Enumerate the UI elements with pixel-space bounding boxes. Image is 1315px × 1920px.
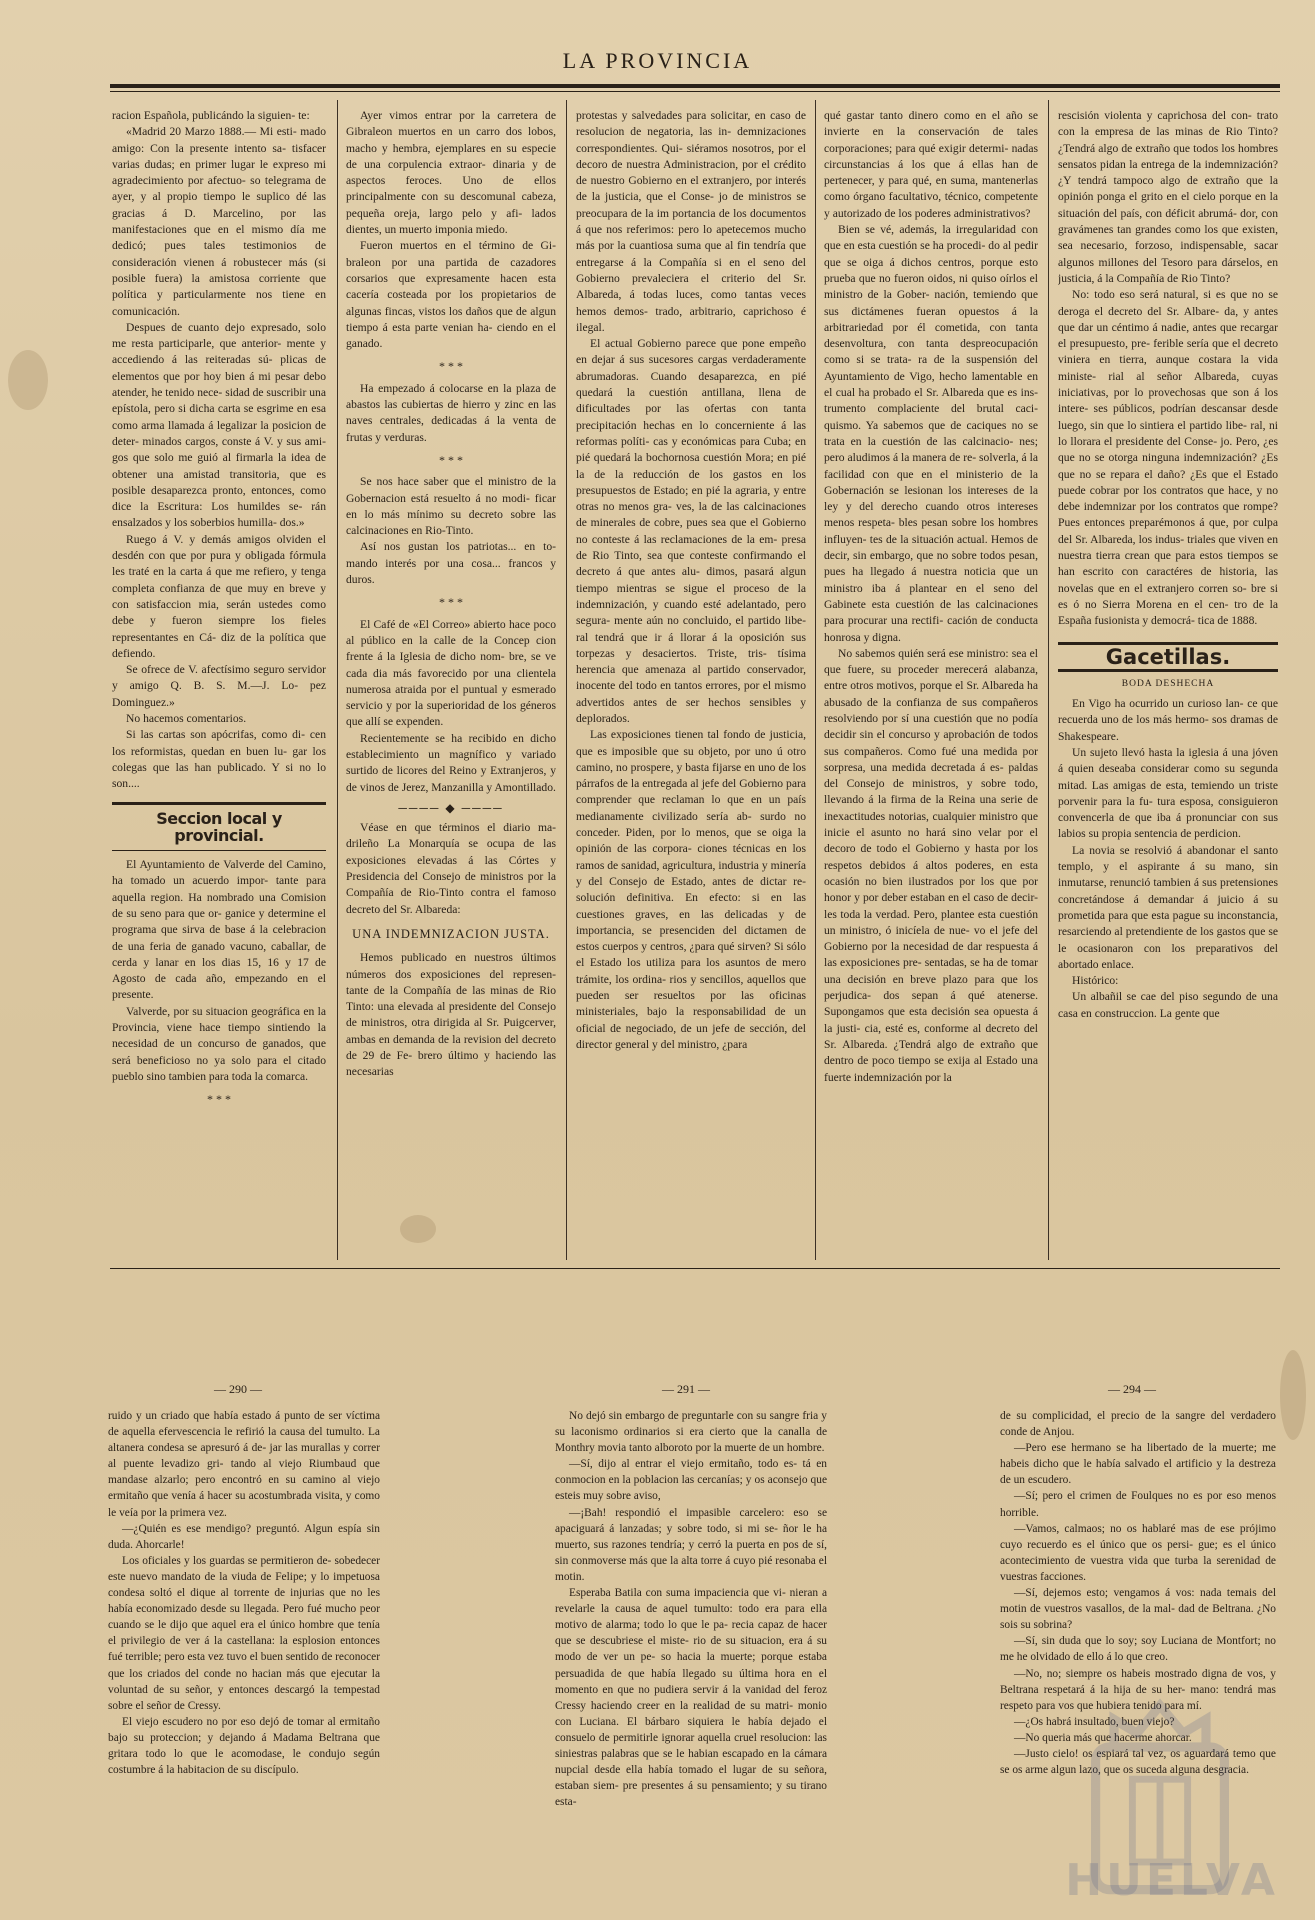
article-paragraph: «Madrid 20 Marzo 1888.— Mi esti- mado amigo: Con la presente intento sa- tisfacer varias dudas; en primer lugar le expreso mi agradecimiento por afectuo- so telegrama de ayer, y al propio tiempo le suplico dé las gracias á D. Marcelino, por las manifestaciones que en el mismo día me dedicó; pues tales testimonios de consideración vienen á robustecer más (si posible fuera) la amistosa corriente que política y particularmente nos tiene en comunicación.: [112, 125, 326, 318]
article-paragraph: Ruego á V. y demás amigos olviden el desdén con que por pura y obligada fórmula les traté en la carta á que me refiero, y tenga completa confianza de que muy en breve y con satisfaccion mia, serán ustedes como debe y fueron siempre los fieles representantes en Cá- diz de la política que defiendo.: [112, 532, 326, 660]
article-paragraph: Despues de cuanto dejo expresado, solo me resta participarle, que anterior- mente y accediendo á las reiteradas sú- plicas de elementos que por hoy bien á mi pesar debo atender, he tenido nece- sidad de suscribir una epístola, pero si dicha carta se esgrime en esa como arma llamada á legalizar la posicion de deter- minados cargos, conste á V. y sus ami- gos que solo me guió al firmarla la idea de obtener una amistad transitoria, que es posible desaparezca pronto, entonces, como dice la Escritura: Los humildes se- rán ensalzados y los soberbios humilla- dos.»: [112, 320, 326, 530]
article-paragraph: Fueron muertos en el término de Gi- braleon por una partida de cazadores corsarios que expresamente hacen esta cacería costeada por los propietarios de algunas fincas, vistos los daños que de algun tiempo á esta parte venian ha- ciendo en el ganado.: [346, 239, 556, 351]
article-paragraph: racion Española, publicándo la siguien- te:: [112, 109, 310, 122]
section-title-gacetillas: Gacetillas.: [1058, 642, 1278, 672]
article-paragraph: Un albañil se cae del piso segundo de una casa en construccion. La gente que: [1058, 990, 1278, 1020]
folletin-paragraph: El viejo escudero no por eso dejó de tomar al ermitaño bajo su proteccion; y dejando á Madama Beltrana que gritara todo lo que le acomodase, le condujo según costumbre á la habitacion de su discípulo.: [108, 1715, 380, 1777]
column-3: [576, 108, 806, 1258]
article-paragraph: rescisión violenta y caprichosa del con- trato con la empresa de las minas de Rio Tinto? ¿Tendrá algo de extraño que todos los hombres sensatos pidan la entrega de la indemnización? ¿Y tendrá tampoco algo de extraño que la opinión ponga el grito en el cielo porque en la situación del país, con déficit abrumá- dor, con gravámenes tan grandes como los que existen, sea necesario, forzoso, indispensable, sacar algunos millones del Tesoro para dárselos, en justicia, á la Compañía de Rio Tinto?: [1058, 109, 1278, 285]
folletin-paragraph: —Justo cielo! os espiará tal vez, os aguardará temo que se os arme algun lazo, que os suceda alguna desgracia.: [1000, 1747, 1276, 1777]
folletin-paragraph: —¿Quién es ese mendigo? preguntó. Algun espía sin duda. Ahorcarle!: [108, 1522, 380, 1551]
article-paragraph: Se nos hace saber que el ministro de la Gobernacion está resuelto á no modi- ficar en lo más mínimo su decreto sobre las calcinaciones en Rio-Tinto.: [346, 475, 556, 538]
subsection-title: BODA DESHECHA: [1121, 678, 1215, 689]
folletin-paragraph: No dejó sin embargo de preguntarle con su sangre fria y su laconismo ordinarios si era cierto que la canalla de Monthry movia tanto alboroto por la muerte de un hombre.: [555, 1410, 827, 1455]
folletin-column-middle: [555, 1408, 827, 1888]
article-paragraph: La novia se resolvió á abandonar el santo templo, y el aspirante á su mano, sin inmutarse, renunció tambien á sus pretensiones concretándose á demandar á juicio á su prometida para que esta pague su inconstancia, resarciendo al pretendiente de los gastos que se le ocasionaron con los preparativos del abortado enlace.: [1058, 843, 1278, 971]
folletin-paragraph: ruido y un criado que había estado á punto de ser víctima de aquella efervescencia le refirió la causa del tumulto. La altanera condesa se apresuró á de- jar las murallas y correr al puente levadizo gri- tando al viejo Riumbaud que mandase alzarlo; pero encontró en su camino al viejo ermitaño que venía á hacer su acostumbrada visita, y como le veía por la primera vez.: [108, 1410, 380, 1519]
article-paragraph: qué gastar tanto dinero como en el año se invierte en la conservación de tales corporaciones; para qué exigir determi- nadas circunstancias á los que á ellas han de pertenecer, y para qué, en suma, mantenerlas como órgano facultativo, técnico, competente y autorizado de los poderes administrativos?: [824, 109, 1038, 220]
folletin-paragraph: —¿Os habrá insultado, buen viejo?: [1014, 1715, 1175, 1728]
folletin-paragraph: —No queria más que hacerme ahorcar.: [1014, 1731, 1192, 1744]
article-paragraph: Véase en que términos el diario ma- drileño La Monarquía se ocupa de las exposiciones elevadas á las Córtes y Presidencia del Consejo de ministros por la Compañía de Rio-Tinto contra el famoso decreto del Sr. Albareda:: [346, 821, 556, 916]
article-paragraph: Bien se vé, además, la irregularidad con que en esta cuestión se ha procedi- do al pedir que se oiga á dichos centros, porque esto prueba que no fueron oidos, ni quiso oírlos el ministro de la Gober- nación, temiendo que sus dictámenes fueran opuestos á la arbitrariedad por él cometida, con tanta desenvoltura, con tanta despreocupación como si se trata- ra de la suspensión del Ayuntamiento de Vigo, hecho lamentable en el cual ha probado el Sr. Albareda que es ins- trumento complaciente del brutal caci- quismo. Ya sabemos que de caciques no se trata en la cuestión de las calcinacio- nes; pero aludimos á la manera de re- solverla, á la facilidad con que en el ministerio de la Gobernación se lesionan los intereses de la ley y del derecho cuando otros intereses menos respeta- bles pesan sobre los hombres influyen- tes de la situación actual. Hemos de decir, sin embargo, que no sobre todos pesan, pues ha llegado á nuestra noticia que un ministro iba á plantear en el seno del Gabinete esta cuestión de las calcinaciones para procurar una rectifi- cación de conducta honrosa y digna.: [824, 223, 1038, 644]
folletin-paragraph: de su complicidad, el precio de la sangre del verdadero conde de Anjou.: [1000, 1410, 1276, 1439]
article-paragraph: Las exposiciones tienen tal fondo de justicia, que es imposible que su objeto, por uno ú otro camino, no prospere, y basta fijarse en uno de los párrafos de la entregada al jefe del Gobierno para comprender que reclaman lo que en un país medianamente civilizado sería ab- surdo no conceder. Piden, por lo menos, que se oiga la opinión de las corpora- ciones técnicas en los ramos de sanidad, agricultura, industria y minería y del Consejo de Estado, antes de dictar re- solución definitiva. En efecto: si en las cuestiones graves, en las delicadas y de importancia, se presenciden del dictamen de estos cuerpos y centros, ¿para qué sirven? Si sólo el Estado los utiliza para los asuntos de mero trámite, los ordina- rios y sencillos, aquellos que pueden ser resueltos por las oficinas ministeriales, bajo la responsabilidad de un oficial de negociado, de un jefe de sección, del director general y del ministro, ¿para: [576, 728, 806, 1051]
folio-number-middle: — 291 —: [662, 1382, 710, 1396]
folletin-paragraph: —Pero ese hermano se ha libertado de la muerte; me habeis dicho que le había salvado el artificio y la destreza de un escudero.: [1000, 1442, 1276, 1487]
article-paragraph: El actual Gobierno parece que pone empeño en dejar á sus sucesores cargas verdaderamente abrumadoras. Cuando desaparezca, en pié quedará la cuestión antillana, llena de dificultades por las ofertas con tanta precipitación hechas en lo concerniente á las reformas políti- cas y económicas para Cuba; en pié quedará la bochornosa cuestión Mora; en pié la de la reducción de los gastos en los presupuestos de Estado; en pié la agraria, y entre otras no menos gra- ves, la de las calcinaciones de minerales de cobre, pues sea que el Gobierno no conteste á las reclamaciones de la em- presa de Rio Tinto, sea que conteste confirmando el decreto á que antes alu- dimos, pasará algun tiempo mientras se sigue el proceso de la indemnización, y cuando esté adelantado, pero segura- mente aún no concluido, el partido libe- ral tendrá que ir á llorar á la oposición sus torpezas y desaciertos. Triste, tris- tísima herencia que amenaza al partido conservador, inocente del todo en tantos errores, por el mismo advertidos antes de ser hechos sensibles y deplorados.: [576, 337, 806, 725]
article-paragraph: El Ayuntamiento de Valverde del Camino, ha tomado un acuerdo impor- tante para aquella region. Ha nombrado una Comision de su seno para que or- ganice y determine el programa que sirva de base á la celebracion de una feria de ganado vacuno, caballar, de cerda y lanar en los dias 15, 16 y 17 de Agosto de cada año, empezando en el presente.: [112, 858, 326, 1002]
section-stars: * * *: [439, 359, 463, 374]
article-paragraph: No sabemos quién será ese ministro: sea el que fuere, su proceder merecerá alabanza, entre otros motivos, porque el Sr. Albareda ha abusado de la confianza de sus compañeros resolviendo por sí una cuestión que no podía decidir sin el concurso y aprobación de todos sus compañeros. Como fué una medida por sorpresa, una medida decretada á es- paldas del Consejo de ministros, y sobre todo, llevando á la firma de la Reina una serie de inexactitudes notorias, cualquier ministro que inicie el asunto no hará sino velar por el decoro de todo el Gobierno y hasta por los respetos debidos á altos poderes, en esta ocasión no bien ilustrados por los que por honor y por deber estaban en el caso de decir- les toda la verdad. Pero, plantee esta cuestión un ministro, ó inicíela de nue- vo el jefe del Gobierno por la necesidad de dar respuesta á las exposiciones pre- sentadas, se ha de tomar una decisión en breve plazo para que los perjudica- dos sepan á qué atenerse. Supongamos que esta decisión sea opuesta á la justi- cia, esté es, conforme al decreto del Sr. Albareda. ¿Tendrá algo de extraño que dentro de poco tiempo se exija al Estado una fuerte indemnización por la: [824, 646, 1038, 1084]
section-stars: * * *: [207, 1092, 231, 1107]
paper-stain: [8, 350, 48, 410]
column-rule: [815, 100, 816, 1260]
column-rule: [1048, 100, 1049, 1260]
folletin-paragraph: —No, no; siempre os habeis mostrado digna de vos, y Beltrana respetará á la hija de su her- mano: tendrá mas respeto para vos que hubiera tenido para mí.: [1000, 1667, 1276, 1712]
article-paragraph: No hacemos comentarios.: [126, 711, 247, 725]
folletin-paragraph: —Vamos, calmaos; no os hablaré mas de ese prójimo cuyo recuerdo es el único que os persi- gue; es el único acontecimiento de vuestra vida que turba la serenidad de vuestras facciones.: [1000, 1522, 1276, 1583]
masthead-rule: [110, 84, 1280, 88]
column-1: [112, 108, 326, 1258]
column-2: [346, 108, 556, 1258]
article-paragraph: Hemos publicado en nuestros últimos números dos exposiciones del represen- tante de la Compañía de las minas de Rio Tinto: una elevada al presidente del Consejo de ministros, otra dirigida al Sr. Puigcerver, ambas en demanda de la revision del decreto de 29 de Fe- brero último y haciendo las necesarias: [346, 951, 556, 1079]
folio-number-left: — 290 —: [214, 1382, 262, 1396]
paper-stain: [1280, 1350, 1306, 1440]
article-heading: UNA INDEMNIZACION JUSTA.: [352, 926, 550, 941]
article-paragraph: En Vigo ha ocurrido un curioso lan- ce que recuerda uno de los más hermo- sos dramas de Shakespeare.: [1058, 697, 1278, 743]
article-paragraph: protestas y salvedades para solicitar, en caso de resolucion de negatoria, las in- demnizaciones correspondientes. Qui- siéramos nosotros, por el decoro de nuestra Administracion, por el crédito de nuestro Gobierno en el extranjero, por interés de la justicia, que el Conse- jo de ministros se preocupara de la im portancia de los documentos á que nos referimos: pero lo apetecemos mucho más por la cuantiosa suma que al fin tendría que entregarse á la Compañía si en el seno del Gobierno prevaleciera el criterio del Sr. Albareda, á todas luces, como tantas veces hemos demos- trado, arbitrario, caprichoso é ilegal.: [576, 109, 806, 334]
column-rule: [337, 100, 338, 1260]
article-paragraph: Un sujeto llevó hasta la iglesia á una jóven á quien deseaba considerar como su segunda mitad. Las amigas de esta, temiendo un triste porvenir para la fu- tura esposa, consiguieron convencerla de que iba á pronunciar con sus labios su propia sentencia de perdicion.: [1058, 745, 1278, 841]
article-paragraph: Así nos gustan los patriotas... en to- mando interés por una cosa... francos y duros.: [346, 540, 556, 587]
article-paragraph: Recientemente se ha recibido en dicho establecimiento un magnífico y variado surtido de licores del Reino y Extranjeros, y de vinos de Jerez, Manzanilla y Amontillado.: [346, 731, 556, 794]
article-paragraph: No: todo eso será natural, si es que no se deroga el decreto del Sr. Albare- da, y antes que dar un céntimo á nadie, antes que recargar el presupuesto, pre- ferible sería que el decreto viniera en tierra, aunque costara la vida ministe- rial al señor Albareda, cuyas iniciativas, por lo provechosas que son á los intere- ses públicos, podrían descansar desde luego, sin que lo sintiera el partido libe- ral, ni lo llorara el presidente del Conse- jo. Pero, ¿es que no se otorga ninguna indemnización? ¿Es que no se repara el daño? ¿Es que el Estado puede cobrar por los contratos que hace, y no debe indemnizar por los contratos que rompe? Pues entonces preparémonos á que, por culpa del Sr. Albareda, los indus- triales que viven en nuestra tierra crean que para estos tiempos se han escrito con caractéres de historia, las novelas que en el extranjero corren so- bre si es ó no Sierra Morena en el cen- tro de la España fusionista y democrá- tica de 1888.: [1058, 288, 1278, 628]
section-title-local: Seccion local y provincial.: [112, 802, 326, 851]
section-stars: * * *: [439, 595, 463, 610]
section-stars: * * *: [439, 452, 463, 467]
folletin-paragraph: —Sí; pero el crimen de Foulques no es por eso menos horrible.: [1000, 1490, 1276, 1519]
folletin-column-left: [108, 1408, 380, 1888]
archive-watermark: HUELVA: [1065, 1855, 1279, 1906]
column-rule: [566, 100, 567, 1260]
folletin-paragraph: —Sí, dijo al entrar el viejo ermitaño, todo es- tá en conmocion en la poblacion las cercanías; y os aconsejo que esteis muy sobre aviso,: [555, 1458, 827, 1503]
article-paragraph: Se ofrece de V. afectísimo seguro servidor y amigo Q. B. S. M.—J. Lo- pez Dominguez.»: [112, 663, 326, 709]
folio-number-right: — 294 —: [1108, 1382, 1156, 1396]
article-paragraph: Ha empezado á colocarse en la plaza de abastos las cubiertas de hierro y zinc en las naves centrales, dedicadas á la venta de frutas y verduras.: [346, 381, 556, 444]
article-paragraph: Ayer vimos entrar por la carretera de Gibraleon muertos en un carro dos lobos, macho y hembra, ejemplares en su especie de una corpulencia extraor- dinaria y de aspectos feroces. Uno de ellos principalmente con su descomunal cabeza, pequeña oreja, largo pelo y afi- lados dientes, un muerto imponia miedo.: [346, 109, 556, 237]
folletin-paragraph: —Sí, sin duda que lo soy; soy Luciana de Montfort; no me he olvidado de ello á lo que creo.: [1000, 1635, 1276, 1664]
article-paragraph: Valverde, por su situacion geográfica en la Provincia, viene hace tiempo sintiendo la necesidad de un concurso de ganados, que será beneficioso no ya solo para el citado pueblo sino tambien para toda la comarca.: [112, 1004, 326, 1083]
masthead-rule-thin: [110, 91, 1280, 92]
article-paragraph: Histórico:: [1072, 974, 1119, 988]
column-4: [824, 108, 1038, 1258]
folletin-paragraph: —¡Bah! respondió el impasible carcelero: eso se apaciguará á lanzadas; y sobre todo, si mi se- ñor le ha muerto, sus razones tendría; y cerró la puerta en pos de sí, sin conmoverse más que la alta torre á cuyo pié resonaba el motin.: [555, 1506, 827, 1583]
page-bottom-rule: [110, 1268, 1280, 1269]
folletin-paragraph: Los oficiales y los guardas se permitieron de- sobedecer este nuevo mandato de la viuda de Felipe; y lo impetuosa condesa soltó el dique al torrente de injurias que no les había economizado desde su llegada. Pero fué mucho peor cuando se le dijo que aquel era el único hombre que tenía el privilegio de ver á la castellana: la esplosion entonces fué terrible; pero esta vez tuvo el buen sentido de reconocer que los criados del conde no hacian más que ejecutar la voluntad de su señor, y entonces descargó la tempestad sobre el señor de Cressy.: [108, 1554, 380, 1712]
column-5: [1058, 108, 1278, 1258]
folletin-paragraph: Esperaba Batila con suma impaciencia que vi- nieran a revelarle la causa de aquel tumulto: todo era para ella motivo de alarma; todo lo que le pa- recia capaz de hacer que se descubriese el miste- rio de su situacion, era á su modo de ver un pe- so hacia la muerte; porque estaba persuadida de que había llegado su última hora en el momento en que no pudiera servir á la vanidad del feroz Cressy haciendo creer en la realidad de su matri- monio con Luciana. El bárbaro siquiera le había dejado el consuelo de permitirle ignorar aquella cruel resolucion: las siniestras palabras que se le habian escapado en la cámara nupcial desde ella había tomado el lugar de su señora, estaban siem- pre presentes á su pensamiento; y su tirano esta-: [555, 1587, 827, 1809]
folletin-paragraph: —Sí, dejemos esto; vengamos á vos: nada temais del motin de vuestros vasallos, de la mal- dad de Beltrana. ¿No sois su sobrina?: [1000, 1587, 1276, 1632]
article-paragraph: Si las cartas son apócrifas, como di- cen los reformistas, quedan en buen lu- gar los colegas que las han publicado. Y si no lo son....: [112, 728, 326, 791]
ornament-divider: ──── ◆ ────: [398, 800, 504, 815]
article-paragraph: El Café de «El Correo» abierto hace poco al público en la calle de la Concep cion frente á la Iglesia de dicho nom- bre, se ve cada dia más favorecido por una clientela numerosa atraida por el puntual y esmerado servicio y por la superioridad de los géneros que allí se expenden.: [346, 617, 556, 729]
masthead: LA PROVINCIA: [562, 48, 753, 73]
